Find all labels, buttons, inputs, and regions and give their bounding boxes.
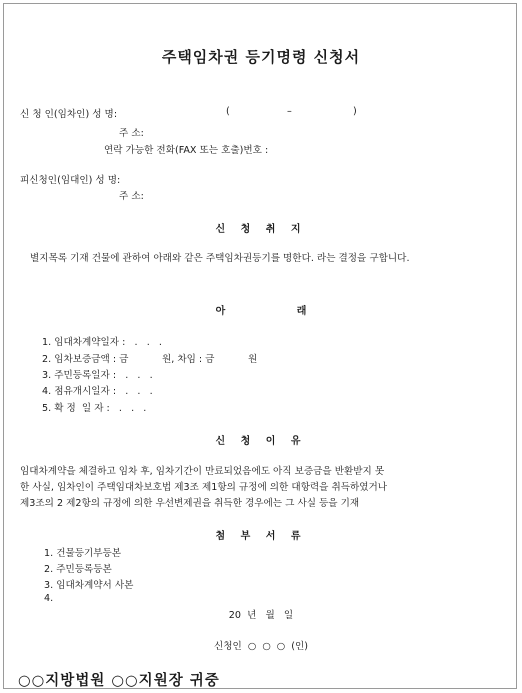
list-item: 3. 주민등록일자 : . . .: [42, 370, 153, 381]
applicant-id-paren-open: (: [226, 106, 230, 117]
signature-line: 신청인 ○ ○ ○ (인): [213, 641, 309, 652]
respondent-name-label: 피신청인(임대인) 성 명:: [20, 175, 121, 186]
applicant-address-label: 주 소:: [119, 128, 144, 139]
list-item: 3. 임대차계약서 사본: [44, 580, 134, 591]
reason-heading: 신 청 이 유: [215, 436, 307, 447]
below-heading: 아 래: [215, 306, 341, 317]
attachments-heading: 첨 부 서 류: [215, 531, 307, 542]
purpose-text: 별지목록 기재 건물에 관하여 아래와 같은 주택임차권등기를 명한다. 라는 결정을 구합니다.: [30, 253, 410, 264]
reason-line: 제3조의 2 제2항의 규정에 의한 우선변제권을 취득한 경우에는 그 사실 등을 기재: [20, 498, 360, 509]
reason-line: 임대차계약을 체결하고 임차 후, 임차기간이 만료되었음에도 아직 보증금을 반환받지 못: [20, 466, 385, 477]
applicant-id-dash: –: [287, 106, 292, 117]
list-item: 5. 확 정 일 자 : . . .: [42, 403, 147, 414]
list-item: 2. 주민등록등본: [44, 564, 112, 575]
list-item: 2. 임차보증금액 : 금 원, 차임 : 금 원: [42, 354, 258, 365]
reason-line: 한 사실, 임차인이 주택임대차보호법 제3조 제1항의 규정에 의한 대항력을 취득하였거나: [20, 482, 388, 493]
page-title: 주택임차권 등기명령 신청서: [161, 48, 361, 66]
respondent-address-label: 주 소:: [119, 191, 144, 202]
list-item: 1. 임대차계약일자 : . . .: [42, 337, 162, 348]
purpose-heading: 신 청 취 지: [215, 224, 307, 235]
date-line: 20 년 월 일: [228, 610, 294, 621]
list-item: 4.: [44, 593, 54, 604]
list-item: 4. 점유개시일자 : . . .: [42, 386, 153, 397]
court-addressee: ○○지방법원 ○○지원장 귀중: [18, 673, 220, 689]
applicant-id-paren-close: ): [353, 106, 357, 117]
application-form-page: [3, 3, 517, 689]
applicant-contact-label: 연락 가능한 전화(FAX 또는 호출)번호 :: [104, 145, 269, 156]
applicant-name-label: 신 청 인(임차인) 성 명:: [20, 109, 118, 120]
list-item: 1. 건물등기부등본: [44, 548, 122, 559]
